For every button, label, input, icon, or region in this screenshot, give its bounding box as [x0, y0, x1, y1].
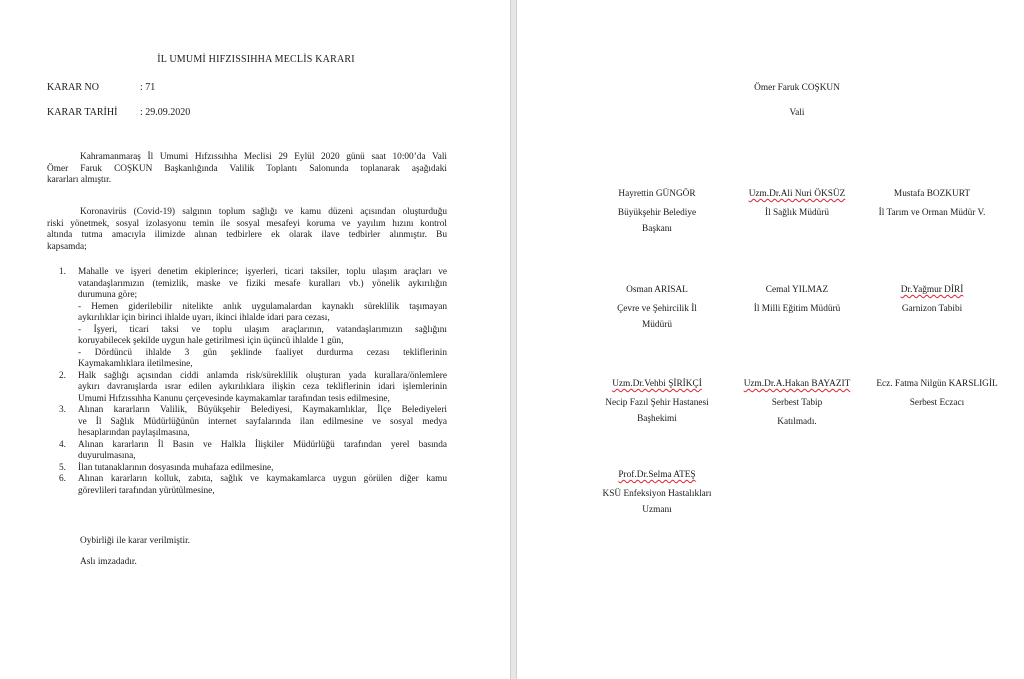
decision-line: Umumi Hıfzıssıhha Kanunu çerçevesinde kaymakamlar tarafından tesis edilmesine, — [78, 393, 390, 404]
signatory-role: İl Tarım ve Orman Müdür V. — [878, 208, 986, 218]
signatory-role: Serbest Tabip — [771, 398, 823, 408]
signatory-name: Uzm.Dr.Vehbi ŞİRİKÇİ — [612, 379, 702, 389]
signatory-role: Vali — [789, 108, 805, 118]
signatory-role: Çevre ve Şehircilik İl — [617, 304, 697, 314]
signatory-status: Katılmadı. — [777, 417, 817, 427]
decision-line: aykırılıklar için birinci ihlalde uyarı, ikinci ihlalde idari para cezası, — [78, 313, 330, 323]
decision-number: 1. — [59, 267, 66, 277]
signatory-name: Prof.Dr.Selma ATEŞ — [618, 470, 696, 480]
intro-line: Ömer Faruk COŞKUN Başkanlığında Valilik Toplantı Salonunda toplanarak aşağıdaki — [47, 163, 447, 174]
signatory-name: Osman ARISAL — [626, 285, 688, 295]
signatory-block — [847, 185, 1017, 223]
decision-number: 2. — [59, 370, 66, 381]
decision-line: Alınan kararların kolluk, zabıta, sağlık ve kaymakamlarca uygun görülen diğer kamu — [78, 474, 447, 484]
decision-line: İlan tutanaklarının dosyasında muhafaza edilmesine, — [78, 462, 274, 473]
decision-line: Alınan kararların Valilik, Büyükşehir Belediyesi, Kaymakamlıklar, İlçe Belediyeleri — [78, 405, 447, 415]
covid-line: riski yönetmek, sosyal izolasyonu temin ile sosyal mesafeyi koruma ve yayılım hızını kontrol — [47, 218, 447, 229]
document-page-right — [517, 0, 1024, 679]
signatory-name: Uzm.Dr.Ali Nuri ÖKSÜZ — [748, 189, 846, 199]
karar-tarihi-value: : 29.09.2020 — [140, 107, 191, 118]
decision-line: Halk sağlığı açısından ciddi anlamda risk/süreklilik oluşturan yada kurallara/önlemlere — [78, 370, 447, 381]
decision-line: hesaplarından paylaşılmasına, — [78, 428, 190, 438]
signatory-role: Başhekimi — [637, 414, 677, 424]
signatory-block — [847, 281, 1017, 319]
page-gutter — [510, 0, 517, 679]
signatory-block — [572, 466, 742, 517]
signatory-name: Hayrettin GÜNGÖR — [618, 189, 696, 199]
document-title: İL UMUMİ HIFZISSIHHA MECLİS KARARI — [157, 54, 355, 65]
karar-tarihi-label: KARAR TARİHİ — [47, 107, 118, 118]
decision-item — [47, 371, 447, 406]
decision-number: 5. — [59, 462, 66, 473]
decision-number: 4. — [59, 439, 66, 450]
decision-item — [47, 474, 447, 497]
signatory-role: Başkanı — [642, 224, 672, 234]
covid-line: kapsamda; — [47, 241, 87, 252]
signatory-name: Uzm.Dr.A.Hakan BAYAZIT — [743, 379, 851, 389]
covid-paragraph — [47, 207, 447, 253]
signatory-role: Necip Fazıl Şehir Hastanesi — [605, 398, 709, 408]
signatory-role: Müdürü — [642, 320, 672, 330]
decision-item — [47, 440, 447, 463]
signatory-role: Uzmanı — [642, 505, 672, 515]
chair-signature — [697, 76, 897, 126]
decision-line: vatandaşlarımızın (temizlik, maske ve fiziki mesafe kuralları vb.) yönelik aykırılığın — [78, 278, 447, 289]
signatory-role: Garnizon Tabibi — [901, 304, 963, 314]
decision-number: 6. — [59, 474, 66, 484]
signatory-role: İl Milli Eğitim Müdürü — [753, 304, 841, 314]
intro-line: Kahramanmaraş İl Umumi Hıfzıssıhha Meclisi 29 Eylül 2020 günü saat 10:00’da Vali — [80, 152, 447, 162]
intro-paragraph — [47, 152, 447, 187]
decision-line: Alınan kararların İl Basın ve Halkla İlişkiler Müdürlüğü tarafından yerel basında — [78, 439, 447, 450]
decision-line: - Dördüncü ihlalde 3 gün şeklinde faaliyet durdurma cezası tekliflerinin — [78, 347, 447, 358]
signatory-name: Mustafa BOZKURT — [893, 189, 971, 199]
signatory-block — [852, 375, 1022, 413]
decision-line: görevlileri tarafından yürütülmesine, — [78, 485, 215, 496]
closing-unanimous: Oybirliği ile karar verilmiştir. — [80, 536, 190, 546]
decision-line: koruyabilecek şekilde uygun hale getirilmesi için üçüncü ihlalde 1 gün, — [78, 336, 344, 346]
signatory-role: Serbest Eczacı — [909, 398, 965, 408]
signatory-name: Cemal YILMAZ — [765, 285, 829, 295]
signatory-name: Ecz. Fatma Nilgün KARSLIGİL — [876, 379, 998, 389]
decision-line: durumuna göre; — [78, 290, 138, 300]
decision-line: aykırı davranışlarda ısrar edilen aykırılıklara ilişkin ceza tekliflerinin idari işlemlerinin — [78, 382, 447, 392]
signatory-role: KSÜ Enfeksiyon Hastalıkları — [602, 489, 712, 499]
decision-line: Mahalle ve işyeri denetim ekiplerince; işyerleri, ticari taksiler, toplu ulaşım araçları ve — [78, 267, 447, 277]
decision-list — [47, 267, 447, 497]
intro-line: kararları almıştır. — [47, 175, 112, 185]
decision-line: duyurulmasına, — [78, 451, 136, 461]
signatory-role: İl Sağlık Müdürü — [764, 208, 830, 218]
covid-line: altında tutma amacıyla ilimizde alınan tedbirlere ek olarak ilave tedbirler alınmıştır. Bu — [47, 230, 447, 240]
decision-line: ve İl Sağlık Müdürlüğünün internet sayfalarında ilan edilmesine ve sosyal medya — [78, 416, 447, 427]
karar-no-label: KARAR NO — [47, 82, 99, 93]
karar-no-value: : 71 — [140, 82, 156, 93]
signatory-name: Dr.Yağmur DİRİ — [900, 285, 964, 295]
decision-item — [47, 463, 447, 475]
covid-line: Koronavirüs (Covid-19) salgının toplum sağlığı ve kamu düzeni açısından oluşturduğu — [80, 207, 447, 217]
decision-line: - Hemen giderilebilir nitelikte anlık uygulamalardan kaynaklı süreklilik taşımayan — [78, 301, 447, 312]
decision-item — [47, 267, 447, 371]
closing-original-signed: Aslı imzadadır. — [80, 557, 137, 567]
decision-line: Kaymakamlıklara iletilmesine, — [78, 359, 193, 369]
decision-line: - İşyeri, ticari taksi ve toplu ulaşım araçlarının, vatandaşlarımızın sağlığını — [78, 324, 447, 335]
signatory-role: Büyükşehir Belediye — [617, 208, 697, 218]
signatory-name: Ömer Faruk COŞKUN — [754, 83, 840, 93]
decision-item — [47, 405, 447, 440]
decision-number: 3. — [59, 405, 66, 415]
